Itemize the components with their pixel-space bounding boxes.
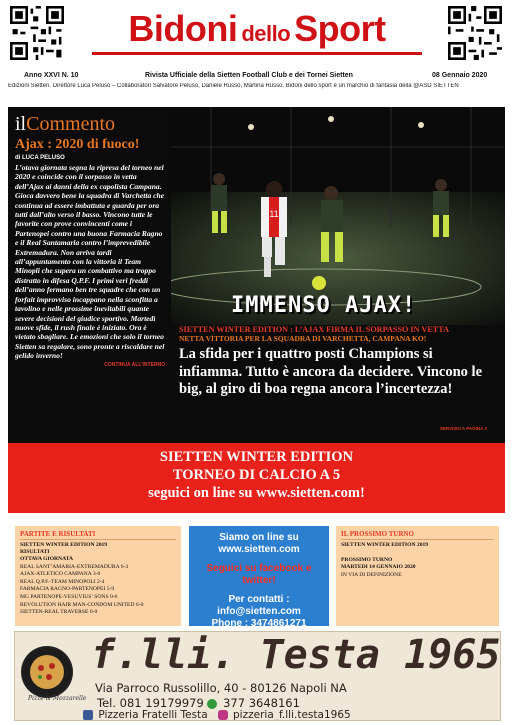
tournament-banner[interactable] — [8, 443, 505, 513]
editorial-credits: Edizioni Sietten. Direttore Luca Peluso – Collaboratori Salvatore Peluso, Daniele Russo, Martina Russo. Bidoni dello sport è un marchio di fantasia della @ASD SIETTEN — [8, 83, 459, 89]
pizzeria-social — [83, 709, 351, 721]
next-round-date: MARTEDI 14 GENNAIO 2020 — [341, 564, 416, 571]
next-round-heading: IL PROSSIMO TURNO — [341, 530, 494, 540]
masthead-header — [0, 0, 514, 95]
newspaper-title — [92, 8, 422, 50]
ball-icon — [312, 276, 326, 290]
contacts-phone[interactable]: Phone : 3474861271 — [211, 618, 307, 629]
results-round: OTTAVA GIORNATA — [20, 556, 74, 563]
banner-line-website[interactable]: seguici on line su www.sietten.com! — [148, 485, 365, 501]
masthead-subtitle: Rivista Ufficiale della Sietten Football Club e dei Tornei Sietten — [145, 72, 353, 79]
title-word-dello: dello — [241, 21, 291, 46]
next-round-box — [336, 526, 499, 626]
qr-code-right-graphic — [448, 6, 502, 60]
editorial-body: L’otava giornata segna la ripresa del torneo nel 2020 e coincide con il sorpasso in vetta dell’Ajax ai danni della ex capolista Campana. Gioca davvero bene la squadra di Varchetta che continua ad essere imbattuta e guarda per ora tutti dall’alto verso il basso. Vincono tutte le favorite con prove convincenti come i Partenopei contro una buona Farmacia Ragno e il Real Santamaria contro l’imprevedibile Extremadura. Non arriva tardi all’appuntamento con la vittoria il Team Minopli che supera un combattivo ma troppo distratto in difesa Q.P.F. I primi veri freddi dell’anno fermano ben tre squadre che con un forfait improvviso incappano nella sconfitta a tavolino e nelle prossime inevitabili quante severe decisioni del giudice sportivo. Martedì nuove sfide, il rush finale è iniziato. Ora è vietato sbagliare. Le emozioni che solo il torneo Sietten sa regalare, sono pronte a riscaldare nel gelido inverno! — [15, 163, 165, 361]
pizzeria-instagram[interactable]: pizzeria_f.lli.testa1965 — [233, 709, 351, 721]
editorial-kicker-prefix: il — [15, 113, 27, 135]
pizza-icon — [21, 646, 73, 698]
pizzeria-address: Via Parroco Russolillo, 40 - 80126 Napoli NA — [95, 681, 347, 695]
next-round-edition: SIETTEN WINTER EDITION 2019 — [341, 542, 429, 548]
result-row: AJAX-ATLETICO CAMPANA 3-0 — [20, 571, 101, 578]
lead-story-headline: La sfida per i quattro posti Champions si infiamma. Tutto è ancora da decidere. Vincono le big, al giro di boa regna ancora l’incertezza! — [179, 346, 483, 397]
front-page-main — [8, 107, 505, 443]
next-round-note: IN VIA DI DEFINIZIONE — [341, 571, 402, 578]
contacts-email[interactable]: info@sietten.com — [217, 606, 301, 617]
editorial-kicker — [15, 113, 165, 135]
qr-code-right[interactable] — [448, 6, 502, 60]
photo-caption: IMMENSO AJAX! — [231, 293, 417, 318]
next-round-spacer — [341, 549, 494, 557]
qr-code-left[interactable] — [10, 6, 64, 60]
masthead-title — [92, 8, 422, 55]
editorial-kicker-word: Commento — [26, 113, 116, 135]
pizzeria-brand: f.lli. Testa 1965 — [91, 632, 501, 678]
pizzeria-logo-text: Pizze & Mozzarelle — [28, 695, 87, 702]
editorial-continue-link[interactable]: CONTINUA ALL’INTERNO — [104, 361, 165, 368]
title-underline — [92, 52, 422, 55]
banner-line-edition: SIETTEN WINTER EDITION — [159, 449, 354, 465]
pizzeria-mobile[interactable]: 377 3648161 — [223, 696, 300, 710]
pizzeria-phones — [97, 696, 300, 710]
cover-photo — [171, 107, 505, 325]
lead-story-subhead: NETTA VITTORIA PER LA SQUADRA DI VARCHETTA, CAMPANA KO! — [179, 334, 427, 343]
instagram-icon — [218, 710, 228, 720]
results-label: RISULTATI — [20, 549, 50, 556]
contacts-label: Per contatti : — [228, 594, 290, 605]
result-row: SIETTEN-REAL TRAVERSE 6-0 — [20, 609, 98, 616]
results-heading: PARTITE E RISULTATI — [20, 530, 176, 540]
pizzeria-facebook[interactable]: Pizzeria Fratelli Testa — [98, 709, 208, 721]
editorial-author: di LUCA PELUSO — [15, 155, 65, 161]
result-row: MG PARTENOPE-VESUVIUS’ SONS 0-6 — [20, 593, 118, 600]
result-row: FARMACIA RAGNO-PARTENOPEI 5-9 — [20, 586, 115, 593]
pizzeria-logo-icon — [21, 646, 73, 698]
whatsapp-icon — [207, 699, 217, 709]
results-edition: SIETTEN WINTER EDITION 2019 — [20, 542, 108, 548]
online-social[interactable]: Seguici su facebook e twitter! — [206, 563, 312, 586]
qr-code-left-graphic — [10, 6, 64, 60]
lead-story-kicker: SIETTEN WINTER EDITION : L’AJAX FIRMA IL SORPASSO IN VETTA — [179, 325, 450, 334]
result-row: REAL Q.P.F.-TEAM MINOPOLI 2-4 — [20, 578, 105, 585]
jersey-number: 11 — [269, 209, 279, 219]
editorial-title: Ajax : 2020 di fuoco! — [15, 137, 140, 152]
issue-number: Anno XXVI N. 10 — [24, 72, 79, 79]
online-website[interactable]: Siamo on line su www.sietten.com — [218, 532, 300, 555]
lead-story-page-ref: SERVIZIO A PAGINA 2 — [439, 426, 487, 431]
title-word-bidoni: Bidoni — [128, 8, 238, 49]
title-word-sport: Sport — [294, 8, 386, 49]
results-box — [15, 526, 181, 626]
facebook-icon — [83, 710, 93, 720]
lead-story[interactable] — [171, 325, 505, 443]
issue-date: 08 Gennaio 2020 — [432, 72, 488, 79]
pizzeria-tel[interactable]: Tel. 081 19179979 — [97, 696, 204, 710]
result-row: REAL SANT’AMARIA-EXTREMADURA 6-3 — [20, 563, 129, 570]
banner-line-tournament: TORNEO DI CALCIO A 5 — [172, 467, 341, 483]
next-round-label: PROSSIMO TURNO — [341, 557, 393, 564]
pizzeria-advertisement[interactable] — [14, 631, 501, 721]
online-contacts-box — [189, 526, 329, 629]
result-row: REVOLUTION HAIR MAN-CONDOM UNITED 6-0 — [20, 601, 144, 608]
editorial-column — [8, 107, 171, 443]
